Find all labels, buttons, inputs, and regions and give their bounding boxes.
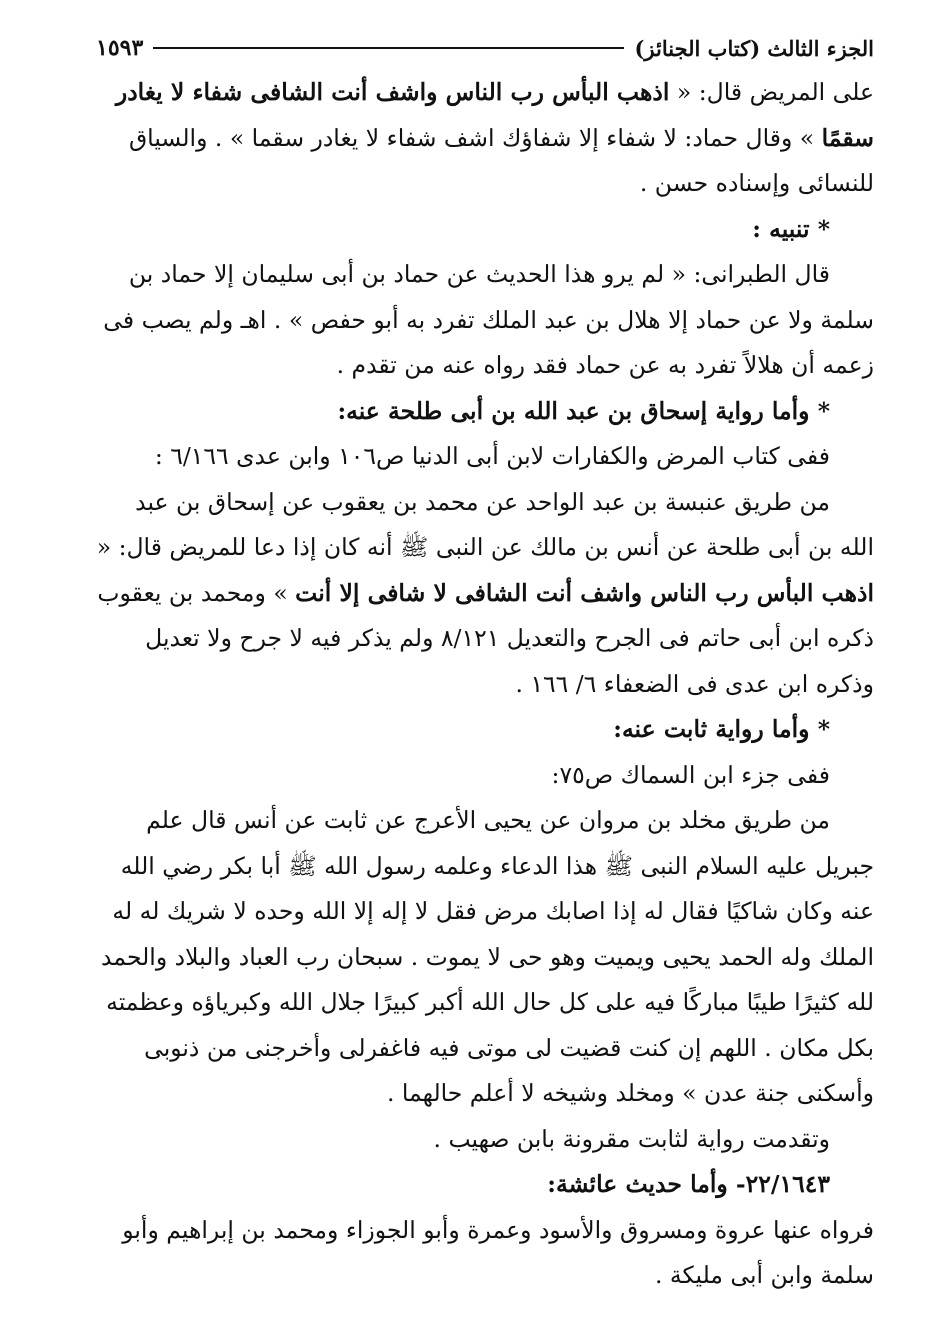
text-run: ففى جزء ابن السماك ص٧٥:	[551, 760, 830, 789]
text-run: على المريض قال: «	[669, 78, 874, 106]
page-number: ١٥٩٣	[96, 35, 144, 61]
paragraph	[96, 480, 874, 708]
page-header	[96, 30, 874, 66]
book-page	[96, 30, 874, 1320]
bold-text-run: * وأما رواية إسحاق بن عبد الله بن أبى طلحة عنه:	[337, 396, 830, 425]
text-run: من طريق مخلد بن مروان عن يحيى الأعرج عن ثابت عن أنس قال علم جبريل عليه السلام النبى ﷺ هذا الدعاء وعلمه رسول الله ﷺ أبا بكر رضي الله عنه وكان شاكيًا فقال له إذا اصابك مرض فقل لا إله إلا الله وحده لا شريك له له الملك وله الحمد يحيى ويميت وهو حى لا يموت . سبحان رب العباد والبلاد والحمد لله كثيرًا طيبًا مباركًا فيه على كل حال الله أكبر كبيرًا جلال الله وكبرياؤه وعظمته بكل مكان . اللهم إن كنت قضيت لى موتى فيه فاغفرلى وأخرجنى من ذنوبى وأسكنى جنة عدن » ومخلد وشيخه لا أعلم حالهما .	[101, 806, 874, 1107]
section-heading	[96, 207, 874, 253]
text-run: ففى كتاب المرض والكفارات لابن أبى الدنيا ص١٠٦ وابن عدى ٦/١٦٦ :	[154, 442, 830, 470]
text-run: فرواه عنها عروة ومسروق والأسود وعمرة وأبو الجوزاء ومحمد بن إبراهيم وأبو سلمة وابن أبى مليكة .	[122, 1215, 874, 1289]
bold-text-run: اذهب البأس رب الناس واشف أنت الشافى لا شافى إلا أنت	[295, 578, 874, 607]
bold-text-run: ٢٢/١٦٤٣- وأما حديث عائشة:	[547, 1170, 830, 1198]
paragraph	[96, 1117, 874, 1163]
paragraph	[96, 252, 874, 389]
paragraph	[96, 434, 874, 480]
paragraph	[96, 70, 874, 207]
header-rule	[153, 47, 624, 49]
bold-text-run: * وأما رواية ثابت عنه:	[613, 715, 830, 743]
paragraph	[96, 753, 874, 799]
text-run: من طريق عنبسة بن عبد الواحد عن محمد بن يعقوب عن إسحاق بن عبد الله بن أبى طلحة عن أنس بن مالك عن النبى ﷺ أنه كان إذا دعا للمريض قال: «	[96, 487, 874, 561]
text-run: » وقال حماد: لا شفاء إلا شفاؤك اشف شفاء لا يغادر سقما » . والسياق للنسائى وإسناده حسن .	[128, 123, 874, 197]
text-run: قال الطبرانى: « لم يرو هذا الحديث عن حماد بن أبى سليمان إلا حماد بن سلمة ولا عن حماد إلا هلال بن عبد الملك تفرد به أبو حفص » . اهـ ولم يصب فى زعمه أن هلالاً تفرد به عن حماد فقد رواه عنه من تقدم .	[103, 260, 874, 379]
text-run: وتقدمت رواية لثابت مقرونة بابن صهيب .	[433, 1124, 830, 1153]
paragraph	[96, 798, 874, 1117]
section-heading	[96, 389, 874, 435]
section-heading	[96, 1162, 874, 1208]
paragraph	[96, 1208, 874, 1299]
body-text	[96, 70, 874, 1299]
bold-text-run: * تنبيه :	[752, 214, 830, 243]
section-heading	[96, 707, 874, 753]
text-run: » ومحمد بن يعقوب ذكره ابن أبى حاتم فى الجرح والتعديل ٨/١٢١ ولم يذكر فيه لا جرح ولا تعديل وذكره ابن عدى فى الضعفاء ٦/ ١٦٦ .	[97, 578, 874, 698]
running-title: الجزء الثالث (كتاب الجنائز)	[634, 35, 874, 61]
bold-text-run: اذهب البأس رب الناس واشف أنت الشافى شفاء لا يغادر سقمًا	[115, 78, 874, 152]
